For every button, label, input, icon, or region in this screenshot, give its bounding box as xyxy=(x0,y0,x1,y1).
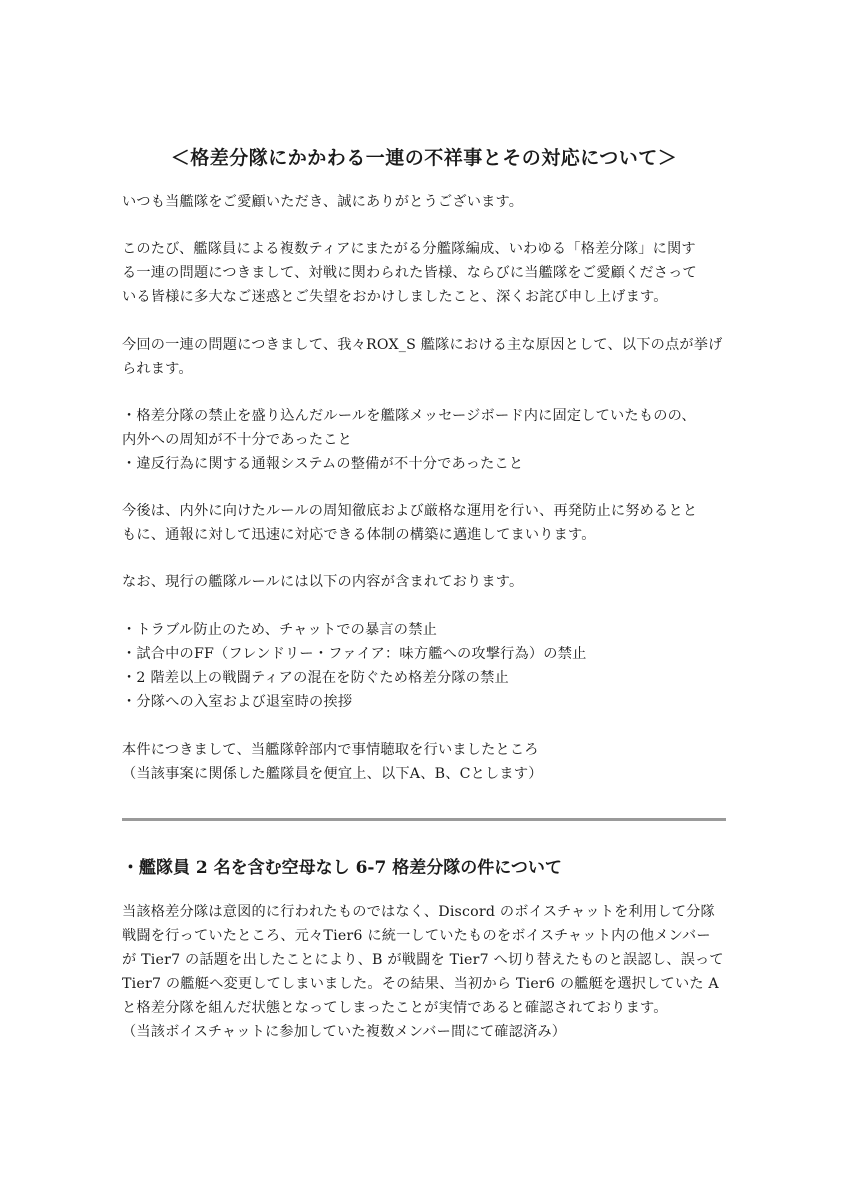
cause-list-item: ・違反行為に関する通報システムの整備が不十分であったこと xyxy=(122,456,524,472)
rule-list-item: ・2 階差以上の戦闘ティアの混在を防ぐため格差分隊の禁止 xyxy=(122,670,509,686)
cause-list-item: ・格差分隊の禁止を盛り込んだルールを艦隊メッセージボード内に固定していたものの、 xyxy=(122,408,696,424)
future-line: もに、通報に対して迅速に対応できる体制の構築に邁進してまいります。 xyxy=(122,527,596,543)
section-heading: ・艦隊員 2 名を含む空母なし 6-7 格差分隊の件について xyxy=(122,858,562,878)
cause-list-item: 内外への周知が不十分であったこと xyxy=(122,432,353,448)
section-body-line: （当該ボイスチャットに参加していた複数メンバー間にて確認済み） xyxy=(122,1024,567,1040)
rule-list-item: ・試合中のFF（フレンドリー・ファイア：味方艦への攻撃行為）の禁止 xyxy=(122,646,587,662)
section-body-line: 当該格差分隊は意図的に行われたものではなく、Discord のボイスチャットを利用して分隊 xyxy=(122,904,715,920)
apology-line: る一連の問題につきまして、対戦に関わられた皆様、ならびに当艦隊をご愛顧くださって xyxy=(122,265,697,281)
document-title: ＜格差分隊にかかわる一連の不祥事とその対応について＞ xyxy=(170,147,678,169)
section-body-line: 戦闘を行っていたところ、元々Tier6 に統一していたものをボイスチャット内の他メンバー xyxy=(122,928,711,944)
intro-line: いつも当艦隊をご愛顧いただき、誠にありがとうございます。 xyxy=(122,194,524,210)
apology-line: いる皆様に多大なご迷惑とご失望をおかけしましたこと、深くお詫び申し上げます。 xyxy=(122,289,668,305)
rules-intro-line: なお、現行の艦隊ルールには以下の内容が含まれております。 xyxy=(122,574,524,590)
section-divider xyxy=(122,818,726,821)
rule-list-item: ・分隊への入室および退室時の挨拶 xyxy=(122,694,353,710)
section-body-line: と格差分隊を組んだ状態となってしまったことが実情であると確認されております。 xyxy=(122,1000,668,1016)
investigation-line: （当該事案に関係した艦隊員を便宜上、以下A、B、Cとします） xyxy=(122,766,543,782)
section-body-line: が Tier7 の話題を出したことにより、B が戦闘を Tier7 へ切り替えたものと誤認し、誤って xyxy=(122,952,724,968)
apology-line: このたび、艦隊員による複数ティアにまたがる分艦隊編成、いわゆる「格差分隊」に関す xyxy=(122,241,696,257)
causes-intro-line: られます。 xyxy=(122,361,193,377)
causes-intro-line: 今回の一連の問題につきまして、我々ROX_S 艦隊における主な原因として、以下の点が挙げ xyxy=(122,337,723,353)
future-line: 今後は、内外に向けたルールの周知徹底および厳格な運用を行い、再発防止に努めるとと xyxy=(122,503,698,519)
investigation-line: 本件につきまして、当艦隊幹部内で事情聴取を行いましたところ xyxy=(122,742,539,758)
section-body-line: Tier7 の艦艇へ変更してしまいました。その結果、当初から Tier6 の艦艇を選択していた A xyxy=(122,976,719,992)
rule-list-item: ・トラブル防止のため、チャットでの暴言の禁止 xyxy=(122,622,437,638)
